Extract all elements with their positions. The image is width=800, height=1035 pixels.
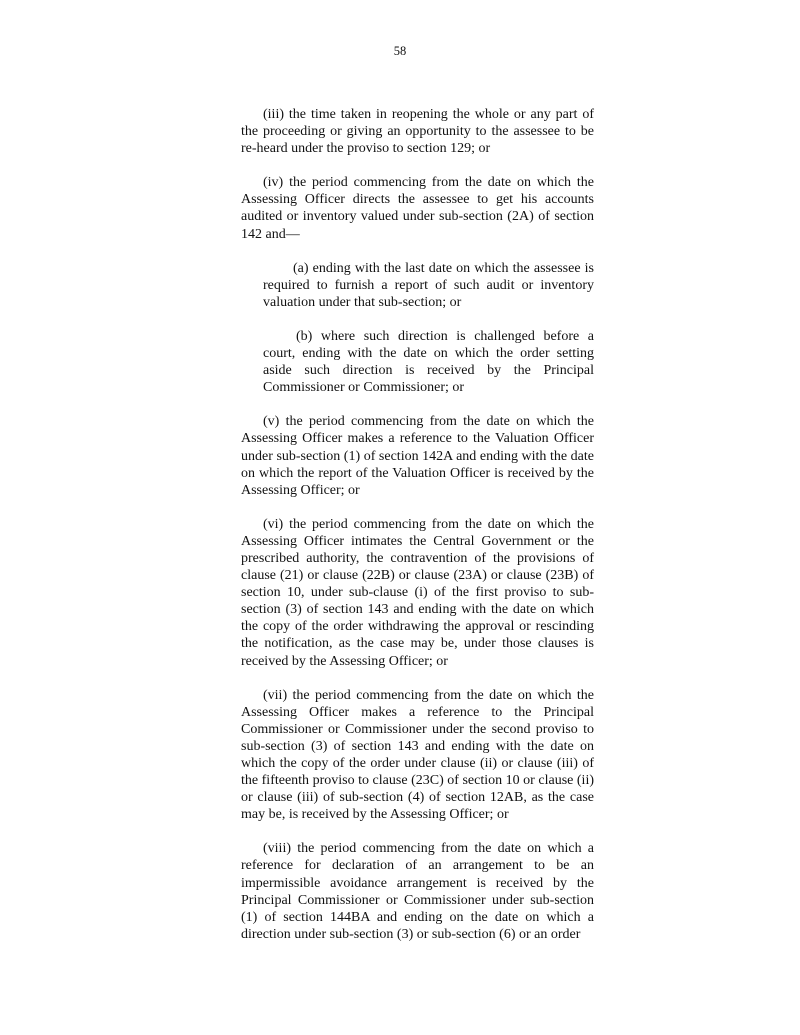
paragraph-v: (v) the period commencing from the date on which the Assessing Officer makes a reference to the Valuation Officer under sub-section (1) of section 142A and ending with the date on which the report of the Valuation Officer is received by the Assessing Officer; or: [241, 414, 594, 498]
paragraph-viii: (viii) the period commencing from the date on which a reference for declaration of an arrangement to be an impermissible avoidance arrangement is received by the Principal Commissioner or Commissioner under sub-section (1) of section 144BA and ending on the date on which a direction under sub-section (3) or sub-section (6) or an order: [241, 841, 594, 942]
paragraph-iii: (iii) the time taken in reopening the whole or any part of the proceeding or giving an opportunity to the assessee to be re-heard under the proviso to section 129; or: [241, 107, 594, 157]
paragraph-a: (a) ending with the last date on which the assessee is required to furnish a report of such audit or inventory valuation under that sub-section; or: [263, 260, 594, 310]
page-number: 58: [393, 44, 407, 58]
paragraph-iv: (iv) the period commencing from the date on which the Assessing Officer directs the assessee to get his accounts audited or inventory valued under sub-section (2A) of section 142 and—: [241, 175, 594, 242]
paragraph-b: (b) where such direction is challenged before a court, ending with the date on which the order setting aside such direction is received by the Principal Commissioner or Commissioner; or: [263, 328, 594, 396]
document-body: [241, 106, 594, 943]
paragraph-vi: (vi) the period commencing from the date on which the Assessing Officer intimates the Central Government or the prescribed authority, the contravention of the provisions of clause (21) or clause (22B) or clause (23A) or clause (23B) of section 10, under sub-clause (i) of the first proviso to sub-section (3) of section 143 and ending with the date on which the copy of the order withdrawing the approval or rescinding the notification, as the case may be, under those clauses is received by the Assessing Officer; or: [241, 516, 594, 669]
paragraph-vii: (vii) the period commencing from the date on which the Assessing Officer makes a reference to the Principal Commissioner or Commissioner under the second proviso to sub-section (3) of section 143 and ending with the date on which the copy of the order under clause (ii) or clause (iii) of the fifteenth proviso to clause (23C) of section 10 or clause (ii) or clause (iii) of sub-section (4) of section 12AB, as the case may be, is received by the Assessing Officer; or: [241, 687, 594, 823]
